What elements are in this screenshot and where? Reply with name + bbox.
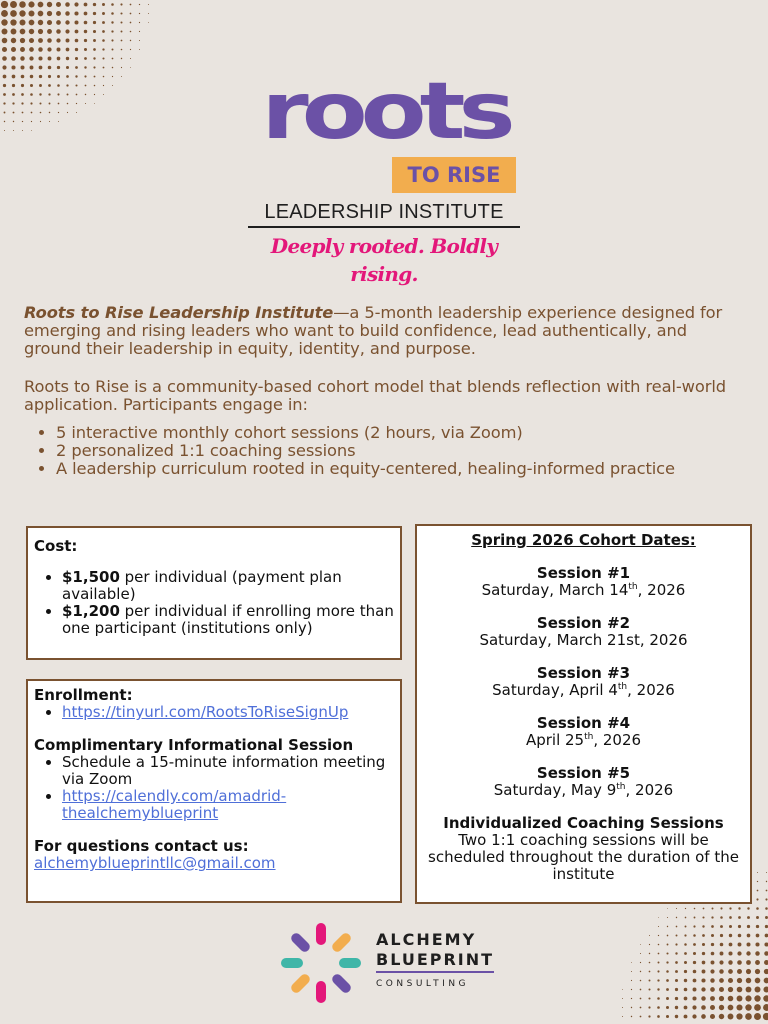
info-session-heading: Complimentary Informational Session bbox=[34, 736, 354, 754]
list-item: • Schedule a 15-minute information meeting via Zoom bbox=[62, 754, 394, 788]
session-title: Session #1 bbox=[536, 564, 631, 582]
session-date-text: Saturday, March 21st, 2026 bbox=[479, 631, 688, 649]
ordinal-suffix: th bbox=[617, 682, 628, 692]
price-description: per individual (payment plan available) bbox=[62, 568, 342, 603]
enrollment-heading: Enrollment: bbox=[34, 686, 133, 704]
session-date bbox=[425, 732, 742, 749]
ordinal-suffix: th bbox=[628, 582, 638, 592]
logo-divider bbox=[248, 226, 520, 228]
session-year: , 2026 bbox=[593, 731, 642, 749]
session-date bbox=[425, 582, 742, 599]
list-item bbox=[62, 788, 394, 822]
session-date bbox=[425, 782, 742, 799]
session-date bbox=[425, 632, 742, 649]
session-title: Session #5 bbox=[536, 764, 631, 782]
price-description: per individual if enrolling more than one participant (institutions only) bbox=[62, 602, 394, 637]
list-item bbox=[62, 569, 394, 603]
price: $1,500 bbox=[62, 568, 120, 586]
logo-to-rise-badge: TO RISE bbox=[392, 157, 516, 193]
session-year: , 2026 bbox=[625, 781, 674, 799]
program-features-list bbox=[24, 424, 744, 478]
session-item bbox=[425, 615, 742, 649]
cost-list bbox=[34, 569, 394, 637]
list-item bbox=[62, 603, 394, 637]
list-item bbox=[62, 704, 394, 721]
footer-brand-line-1: ALCHEMY bbox=[376, 930, 477, 949]
intro-paragraph-1 bbox=[24, 304, 744, 358]
spacer bbox=[34, 721, 394, 737]
cohort-dates-box bbox=[415, 524, 752, 904]
contact-email-link[interactable]: alchemyblueprintllc@gmail.com bbox=[34, 854, 276, 872]
session-title: Session #4 bbox=[536, 714, 631, 732]
list-item: • 2 personalized 1:1 coaching sessions bbox=[56, 442, 744, 460]
alchemy-blueprint-logo-icon bbox=[276, 918, 366, 1008]
session-date-text: Saturday, May 9 bbox=[493, 781, 617, 799]
session-item bbox=[425, 715, 742, 749]
list-item: • 5 interactive monthly cohort sessions (2 hours, via Zoom) bbox=[56, 424, 744, 442]
session-date-text: Saturday, March 14 bbox=[481, 581, 629, 599]
session-title: Session #3 bbox=[536, 664, 631, 682]
coaching-text: Two 1:1 coaching sessions will be scheduled throughout the duration of the institute bbox=[428, 831, 739, 883]
coaching-section bbox=[425, 815, 742, 883]
footer-brand-divider bbox=[376, 971, 494, 973]
logo-roots-wordmark: roots bbox=[261, 65, 509, 157]
session-date bbox=[425, 682, 742, 699]
logo-tagline: Deeply rooted. Boldly rising. bbox=[270, 234, 498, 286]
cost-heading: Cost: bbox=[34, 537, 78, 555]
contact-heading: For questions contact us: bbox=[34, 837, 249, 855]
footer-brand-line-2: BLUEPRINT bbox=[376, 950, 495, 969]
session-year: , 2026 bbox=[637, 581, 686, 599]
session-item bbox=[425, 665, 742, 699]
program-name: Roots to Rise Leadership Institute bbox=[24, 303, 334, 322]
signup-link[interactable]: https://tinyurl.com/RootsToRiseSignUp bbox=[62, 703, 349, 721]
ordinal-suffix: th bbox=[616, 782, 626, 792]
session-item bbox=[425, 565, 742, 599]
ordinal-suffix: th bbox=[584, 732, 594, 742]
halftone-dots-top-left bbox=[0, 0, 170, 150]
info-session-list bbox=[34, 754, 394, 822]
session-date-text: April 25 bbox=[525, 731, 585, 749]
cost-box bbox=[26, 526, 402, 660]
enrollment-box bbox=[26, 679, 402, 903]
cohort-dates-title: Spring 2026 Cohort Dates: bbox=[471, 531, 696, 549]
session-year: , 2026 bbox=[627, 681, 675, 699]
spacer bbox=[34, 822, 394, 838]
footer-brand-name bbox=[376, 930, 494, 970]
enrollment-list bbox=[34, 704, 394, 721]
session-date-text: Saturday, April 4 bbox=[492, 681, 618, 699]
session-title: Session #2 bbox=[536, 614, 631, 632]
footer-brand-subtitle: CONSULTING bbox=[376, 979, 470, 989]
intro-section bbox=[24, 304, 744, 478]
session-item bbox=[425, 765, 742, 799]
price: $1,200 bbox=[62, 602, 120, 620]
logo-institute-name: LEADERSHIP INSTITUTE bbox=[264, 201, 504, 223]
list-item: • A leadership curriculum rooted in equity-centered, healing-informed practice bbox=[56, 460, 744, 478]
program-description: —a 5-month leadership experience designed for emerging and rising leaders who want to build confidence, lead authentically, and ground their leadership in equity, identity, and purpose. bbox=[24, 303, 723, 358]
intro-paragraph-2: Roots to Rise is a community-based cohort model that blends reflection with real-world application. Participants engage in: bbox=[24, 377, 726, 414]
calendly-link[interactable]: https://calendly.com/amadrid-thealchemyblueprint bbox=[62, 787, 287, 822]
coaching-title: Individualized Coaching Sessions bbox=[443, 814, 724, 832]
